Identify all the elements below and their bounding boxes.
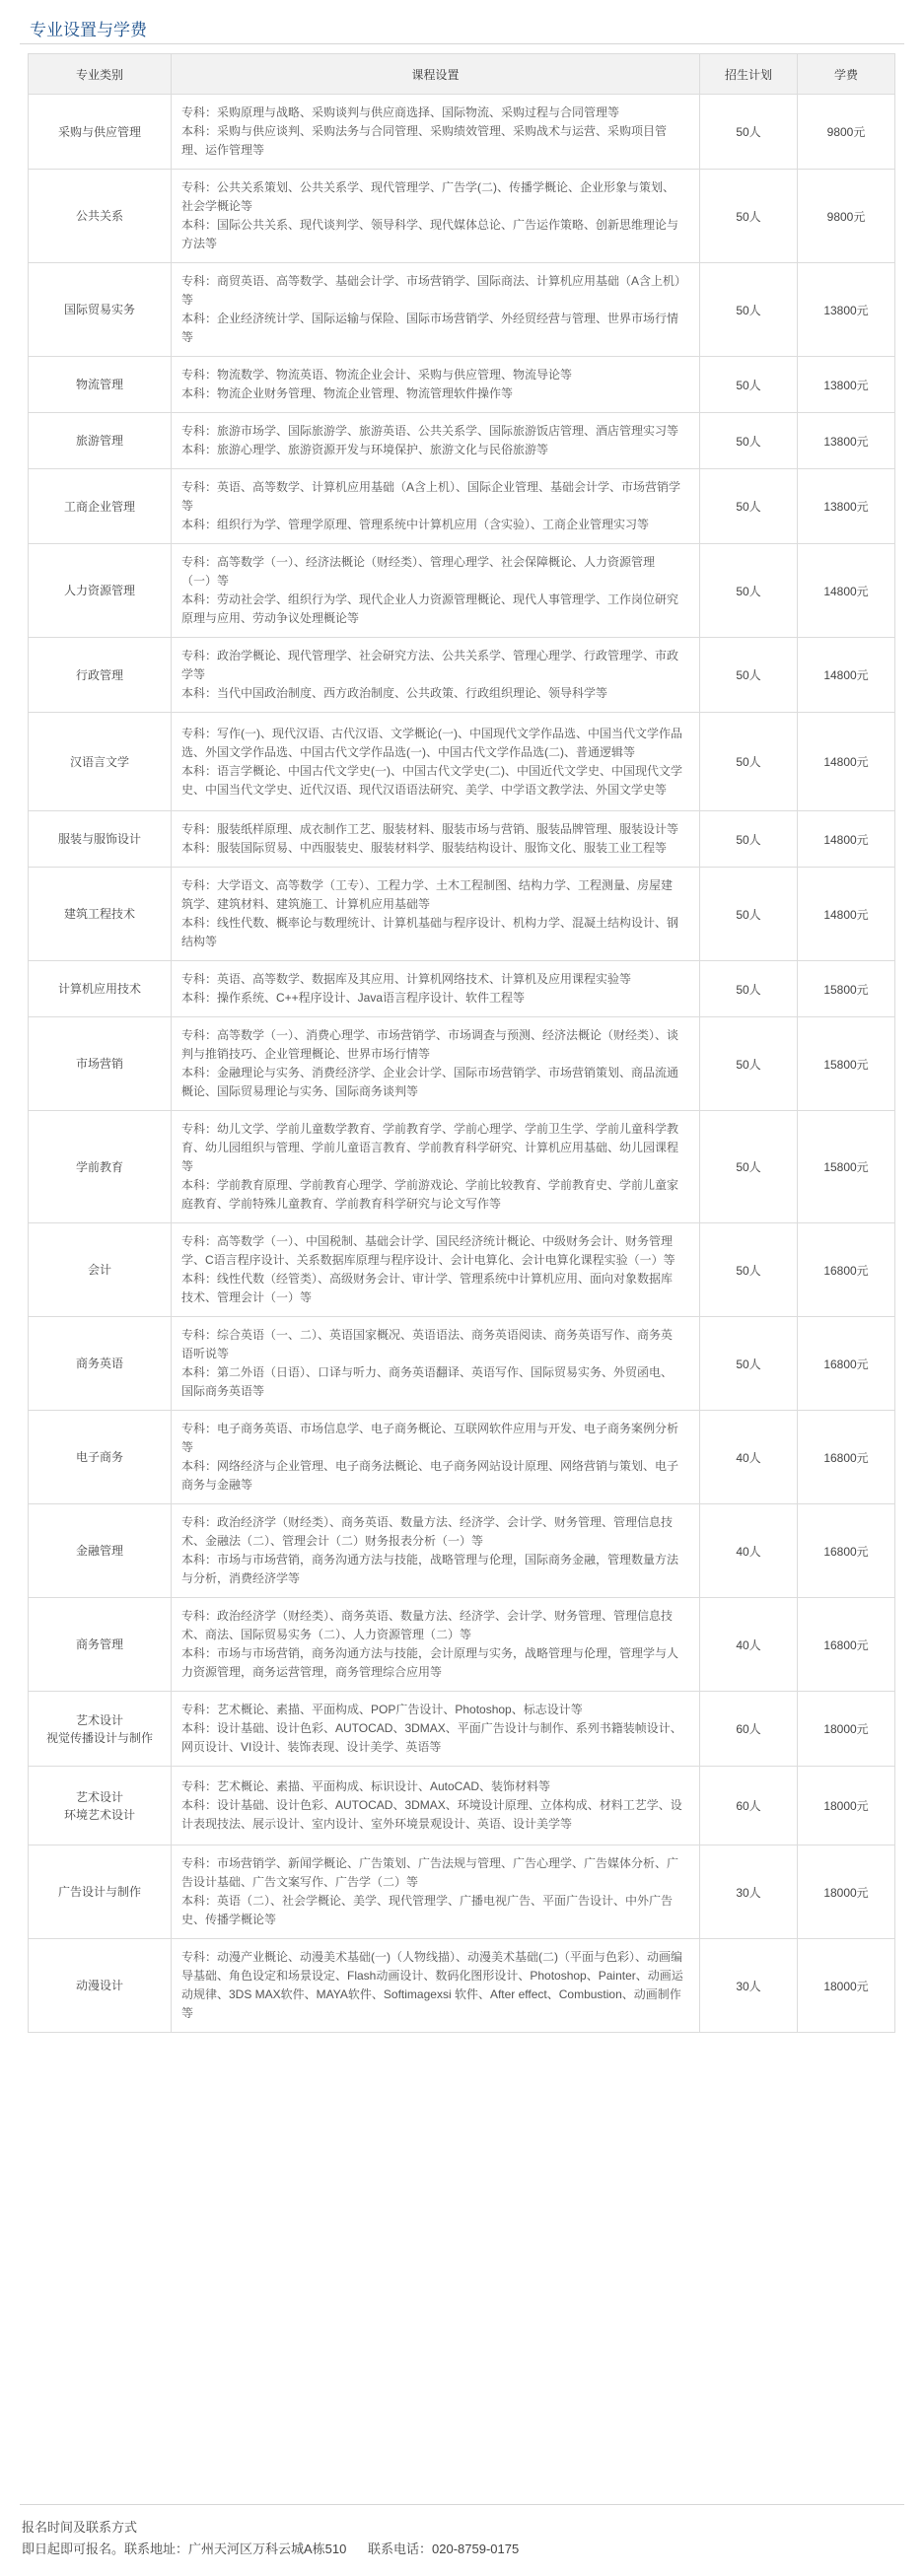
cell-course [172,961,700,1017]
cell-category [29,713,172,811]
cell-plan: 50人 [700,544,798,638]
course-text: 专科：综合英语（一、二）、英语国家概况、英语语法、商务英语阅读、商务英语写作、商务英语听说等 [181,1328,674,1360]
course-text: 本科：英语（二）、社会学概论、美学、现代管理学、广播电视广告、平面广告设计、中外广告史、传播学概论等 [181,1894,674,1926]
table-row [29,961,895,1017]
cell-fee: 18000元 [798,1767,895,1845]
course-text: 专科：服装纸样原理、成衣制作工艺、服装材料、服装市场与营销、服装品牌管理、服装设计等 [181,822,679,836]
cell-course [172,95,700,170]
course-text: 专科：政治经济学（财经类）、商务英语、数量方法、经济学、会计学、财务管理、管理信息技术、金融法（二）、管理会计（二）财务报表分析（一）等 [181,1515,674,1548]
category-text: 商务管理 [75,1637,123,1651]
category-text: 行政管理 [75,667,123,682]
cell-course [172,1767,700,1845]
course-text: 本科：国际公共关系、现代谈判学、领导科学、现代媒体总论、广告运作策略、创新思维理论与方法等 [181,218,679,250]
cell-fee: 13800元 [798,263,895,357]
course-text: 专科：高等数学（一）、消费心理学、市场营销学、市场调查与预测、经济法概论（财经类）、谈判与推销技巧、企业管理概论、世界市场行情等 [181,1028,679,1061]
cell-category [29,1939,172,2033]
table-row [29,1111,895,1223]
table-row [29,95,895,170]
cell-course [172,469,700,544]
course-text: 专科：艺术概论、素描、平面构成、标识设计、AutoCAD、装饰材料等 [181,1779,551,1793]
cell-plan: 50人 [700,1317,798,1411]
cell-course [172,811,700,868]
cell-course [172,357,700,413]
cell-plan: 50人 [700,170,798,263]
course-text: 本科：企业经济统计学、国际运输与保险、国际市场营销学、外经贸经营与管理、世界市场行情等 [181,312,679,344]
course-text: 本科：线性代数、概率论与数理统计、计算机基础与程序设计、机构力学、混凝土结构设计、钢结构等 [181,916,679,948]
cell-category [29,413,172,469]
course-text: 专科：写作(一)、现代汉语、古代汉语、文学概论(一)、中国现代文学作品选、中国当代文学作品选、外国文学作品选、中国古代文学作品选(一)、中国古代文学作品选(二)、普通逻辑等 [181,726,682,759]
cell-fee: 14800元 [798,638,895,713]
cell-category [29,1017,172,1111]
category-text: 商务英语 [75,1357,123,1370]
cell-category [29,1845,172,1939]
cell-fee: 15800元 [798,961,895,1017]
title-divider [20,43,904,44]
section-title: 专业设置与学费 [30,21,147,39]
cell-fee: 13800元 [798,469,895,544]
cell-course [172,263,700,357]
cell-plan: 50人 [700,357,798,413]
cell-course [172,868,700,961]
cell-plan: 50人 [700,1223,798,1317]
course-text: 专科：高等数学（一）、经济法概论（财经类）、管理心理学、社会保障概论、人力资源管理（一）等 [181,555,656,588]
cell-plan: 30人 [700,1939,798,2033]
header-plan: 招生计划 [700,54,798,95]
cell-fee: 15800元 [798,1111,895,1223]
category-text: 会计 [87,1263,111,1277]
category-text: 环境艺术设计 [63,1807,135,1822]
cell-fee: 18000元 [798,1845,895,1939]
table-row [29,1939,895,2033]
category-text: 旅游管理 [75,434,123,448]
course-text: 专科：政治学概论、现代管理学、社会研究方法、公共关系学、管理心理学、行政管理学、市政学等 [181,649,679,681]
header-category: 专业类别 [29,54,172,95]
category-text: 采购与供应管理 [57,124,141,139]
cell-plan: 50人 [700,1111,798,1223]
cell-plan: 50人 [700,868,798,961]
course-text: 专科：电子商务英语、市场信息学、电子商务概论、互联网软件应用与开发、电子商务案例分析等 [181,1422,679,1454]
category-text: 公共关系 [75,209,123,223]
table-row [29,1223,895,1317]
course-text: 专科：旅游市场学、国际旅游学、旅游英语、公共关系学、国际旅游饭店管理、酒店管理实习等 [181,424,679,438]
course-text: 本科：市场与市场营销，商务沟通方法与技能，会计原理与实务，战略管理与伦理，管理学与人力资源管理，商务运营管理，商务管理综合应用等 [181,1646,679,1679]
category-text: 服装与服饰设计 [57,832,141,846]
cell-fee: 13800元 [798,413,895,469]
cell-category [29,1692,172,1767]
cell-category [29,638,172,713]
table-row [29,413,895,469]
cell-fee: 16800元 [798,1223,895,1317]
cell-category [29,1111,172,1223]
table-row [29,1598,895,1692]
cell-course [172,1845,700,1939]
cell-course [172,1223,700,1317]
footer-title: 报名时间及联系方式 [22,2520,138,2535]
cell-plan: 50人 [700,1017,798,1111]
course-text: 专科：高等数学（一）、中国税制、基础会计学、国民经济统计概论、中级财务会计、财务管理学、C语言程序设计、关系数据库原理与程序设计、会计电算化、会计电算化课程实验（一）等 [181,1234,675,1267]
table-row [29,1692,895,1767]
cell-plan: 50人 [700,263,798,357]
cell-category [29,811,172,868]
table-row [29,811,895,868]
course-text: 专科：幼儿文学、学前儿童数学教育、学前教育学、学前心理学、学前卫生学、学前儿童科学教育、幼儿园组织与管理、学前儿童语言教育、学前教育科学研究、计算机应用基础、幼儿园课程等 [181,1122,679,1173]
table-header-row [29,54,895,95]
course-text: 本科：语言学概论、中国古代文学史(一)、中国古代文学史(二)、中国近代文学史、中国现代文学史、中国当代文学史、近代汉语、现代汉语语法研究、美学、中学语文教学法、外国文学史等 [181,763,682,797]
course-text: 专科：物流数学、物流英语、物流企业会计、采购与供应管理、物流导论等 [181,368,573,382]
course-text: 本科：设计基础、设计色彩、AUTOCAD、3DMAX、平面广告设计与制作、系列书籍装帧设计、网页设计、VI设计、装饰表现、设计美学、英语等 [181,1721,682,1754]
cell-category [29,1411,172,1504]
cell-course [172,1939,700,2033]
header-fee: 学费 [798,54,895,95]
cell-category [29,170,172,263]
table-row [29,1845,895,1939]
cell-fee: 16800元 [798,1504,895,1598]
course-text: 专科：政治经济学（财经类）、商务英语、数量方法、经济学、会计学、财务管理、管理信息技术、商法、国际贸易实务（二）、人力资源管理（二）等 [181,1609,674,1641]
cell-fee: 15800元 [798,1017,895,1111]
cell-plan: 50人 [700,961,798,1017]
table-row [29,868,895,961]
cell-fee: 13800元 [798,357,895,413]
cell-course [172,1411,700,1504]
cell-fee: 16800元 [798,1598,895,1692]
cell-fee: 16800元 [798,1317,895,1411]
category-text: 建筑工程技术 [63,907,135,921]
course-text: 本科：旅游心理学、旅游资源开发与环境保护、旅游文化与民俗旅游等 [181,443,549,456]
cell-fee: 16800元 [798,1411,895,1504]
cell-category [29,961,172,1017]
cell-plan: 50人 [700,713,798,811]
cell-category [29,1598,172,1692]
course-text: 本科：金融理论与实务、消费经济学、企业会计学、国际市场营销学、市场营销策划、商品流通概论、国际贸易理论与实务、国际商务谈判等 [181,1066,679,1098]
course-text: 本科：网络经济与企业管理、电子商务法概论、电子商务网站设计原理、网络营销与策划、电子商务与金融等 [181,1459,679,1492]
category-text: 物流管理 [75,378,123,391]
category-text: 国际贸易实务 [63,303,135,316]
category-text: 动漫设计 [75,1979,123,1992]
cell-fee: 18000元 [798,1939,895,2033]
cell-plan: 40人 [700,1504,798,1598]
category-text: 金融管理 [75,1544,123,1558]
cell-category [29,357,172,413]
course-text: 本科：采购与供应谈判、采购法务与合同管理、采购绩效管理、采购战术与运营、采购项目管理、运作管理等 [181,124,668,157]
table-row [29,357,895,413]
cell-category [29,1317,172,1411]
category-text: 广告设计与制作 [57,1885,141,1899]
course-text: 专科：英语、高等数学、数据库及其应用、计算机网络技术、计算机及应用课程实验等 [181,972,632,986]
table-row [29,170,895,263]
cell-course [172,1111,700,1223]
footer-contact: 即日起即可报名。联系地址：广州天河区万科云城A栋510 联系电话：020-8759-0175 [22,2541,520,2556]
cell-category [29,95,172,170]
category-text: 工商企业管理 [63,499,135,514]
cell-category [29,1767,172,1845]
footer-divider [20,2504,904,2505]
course-text: 本科：服装国际贸易、中西服装史、服装材料学、服装结构设计、服饰文化、服装工业工程等 [181,841,668,855]
course-text: 本科：市场与市场营销，商务沟通方法与技能，战略管理与伦理，国际商务金融，管理数量方法与分析，消费经济学等 [181,1553,679,1585]
cell-course [172,170,700,263]
cell-plan: 40人 [700,1411,798,1504]
category-text: 艺术设计 [75,1712,123,1727]
header-course: 课程设置 [172,54,700,95]
cell-course [172,1598,700,1692]
course-text: 专科：商贸英语、高等数学、基础会计学、市场营销学、国际商法、计算机应用基础（A含上机）等 [181,274,681,307]
cell-plan: 60人 [700,1692,798,1767]
table-row [29,1411,895,1504]
cell-plan: 50人 [700,638,798,713]
course-text: 专科：艺术概论、素描、平面构成、POP广告设计、Photoshop、标志设计等 [181,1703,583,1716]
course-text: 专科：公共关系策划、公共关系学、现代管理学、广告学(二)、传播学概论、企业形象与策划、社会学概论等 [181,180,675,213]
table-row [29,1767,895,1845]
course-text: 本科：学前教育原理、学前教育心理学、学前游戏论、学前比较教育、学前教育史、学前儿童家庭教育、学前特殊儿童教育、学前教育科学研究与论文写作等 [181,1178,679,1211]
cell-category [29,868,172,961]
table-row [29,469,895,544]
course-text: 本科：线性代数（经管类）、高级财务会计、审计学、管理系统中计算机应用、面向对象数据库技术、管理会计（一）等 [181,1272,674,1304]
category-text: 市场营销 [75,1057,123,1071]
cell-fee: 18000元 [798,1692,895,1767]
course-text: 本科：物流企业财务管理、物流企业管理、物流管理软件操作等 [181,386,514,400]
cell-fee: 14800元 [798,868,895,961]
table-row [29,544,895,638]
category-text: 学前教育 [75,1159,123,1174]
course-text: 本科：第二外语（日语）、口译与听力、商务英语翻译、英语写作、国际贸易实务、外贸函电、国际商务英语等 [181,1365,674,1398]
course-text: 本科：操作系统、C++程序设计、Java语言程序设计、软件工程等 [181,991,526,1005]
cell-course [172,713,700,811]
table-row [29,638,895,713]
cell-category [29,1223,172,1317]
cell-fee: 9800元 [798,170,895,263]
cell-plan: 50人 [700,811,798,868]
course-text: 本科：组织行为学、管理学原理、管理系统中计算机应用（含实验）、工商企业管理实习等 [181,518,650,531]
course-text: 专科：动漫产业概论、动漫美术基础(一)（人物线描）、动漫美术基础(二)（平面与色彩）、动画编导基础、角色设定和场景设定、Flash动画设计、数码化图形设计、Photoshop、Painter、动画运动规律、3DS MAX软件、MAYA软件、Softimagexsi 软件、After effect、Combustion、动画制作等 [181,1950,683,2020]
cell-category [29,544,172,638]
category-text: 人力资源管理 [63,584,135,597]
course-text: 本科：当代中国政治制度、西方政治制度、公共政策、行政组织理论、领导科学等 [181,686,608,700]
cell-course [172,413,700,469]
cell-fee: 14800元 [798,544,895,638]
cell-course [172,1017,700,1111]
cell-plan: 50人 [700,413,798,469]
course-text: 专科：采购原理与战略、采购谈判与供应商选择、国际物流、采购过程与合同管理等 [181,105,620,119]
cell-course [172,638,700,713]
table-row [29,713,895,811]
course-text: 专科：市场营销学、新闻学概论、广告策划、广告法规与管理、广告心理学、广告媒体分析、广告设计基础、广告文案写作、广告学（二）等 [181,1856,679,1889]
table-row [29,263,895,357]
category-text: 艺术设计 [75,1789,123,1804]
table-body [29,95,895,2033]
cell-plan: 60人 [700,1767,798,1845]
category-text: 汉语言文学 [69,754,129,769]
cell-category [29,263,172,357]
cell-fee: 14800元 [798,713,895,811]
table-row [29,1317,895,1411]
category-text: 计算机应用技术 [57,982,141,996]
cell-course [172,1692,700,1767]
cell-plan: 30人 [700,1845,798,1939]
cell-plan: 40人 [700,1598,798,1692]
cell-fee: 9800元 [798,95,895,170]
table-row [29,1017,895,1111]
course-text: 专科：英语、高等数学、计算机应用基础（A含上机）、国际企业管理、基础会计学、市场营销学等 [181,480,681,513]
category-text: 电子商务 [75,1450,123,1464]
course-text: 本科：设计基础、设计色彩、AUTOCAD、3DMAX、环境设计原理、立体构成、材料工艺学、设计表现技法、展示设计、室内设计、室外环境景观设计、英语、设计美学等 [181,1798,682,1831]
course-text: 专科：大学语文、高等数学（工专）、工程力学、土木工程制图、结构力学、工程测量、房屋建筑学、建筑材料、建筑施工、计算机应用基础等 [181,878,674,911]
category-text: 视觉传播设计与制作 [45,1730,153,1745]
cell-course [172,1317,700,1411]
program-table [28,53,895,2033]
cell-course [172,1504,700,1598]
cell-category [29,1504,172,1598]
cell-plan: 50人 [700,469,798,544]
cell-category [29,469,172,544]
table-row [29,1504,895,1598]
cell-fee: 14800元 [798,811,895,868]
cell-plan: 50人 [700,95,798,170]
cell-course [172,544,700,638]
course-text: 本科：劳动社会学、组织行为学、现代企业人力资源管理概论、现代人事管理学、工作岗位研究原理与应用、劳动争议处理概论等 [181,592,679,625]
